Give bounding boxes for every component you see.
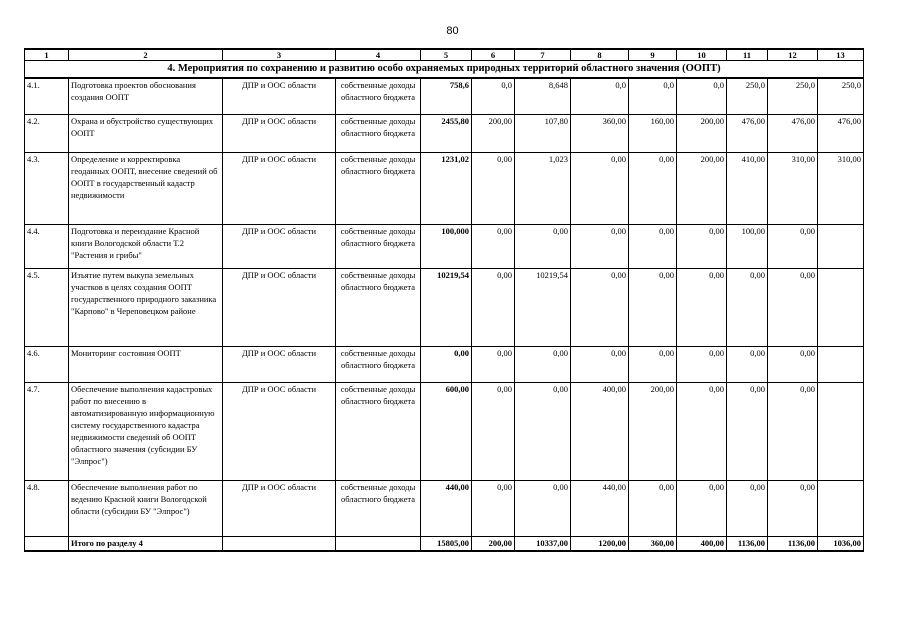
amount-c9: 0,00 [629,480,677,536]
amount-c11: 0,00 [727,268,768,346]
amount-c5: 2455,80 [421,114,472,152]
amount-c13 [818,268,864,346]
total-c8: 1200,00 [571,536,629,551]
amount-c9: 160,00 [629,114,677,152]
amount-c5: 758,6 [421,78,472,114]
amount-c11: 0,00 [727,382,768,480]
executor: ДПР и ООС области [223,480,336,536]
amount-c6: 0,00 [472,152,515,224]
amount-c9: 0,00 [629,346,677,382]
amount-c13: 476,00 [818,114,864,152]
section-title-row [25,61,864,79]
amount-c12: 476,00 [768,114,818,152]
amount-c13 [818,480,864,536]
funding-source: собственные доходы областного бюджета [336,480,421,536]
table-row [25,152,864,224]
amount-c6: 0,00 [472,480,515,536]
activity-name: Подготовка и переиздание Красной книги Вологодской области Т.2 "Растения и грибы" [69,224,223,268]
row-number: 4.7. [25,382,69,480]
amount-c12: 0,00 [768,268,818,346]
funding-source: собственные доходы областного бюджета [336,152,421,224]
amount-c10: 200,00 [677,114,727,152]
amount-c11: 410,00 [727,152,768,224]
total-c5: 15805,00 [421,536,472,551]
amount-c12: 0,00 [768,346,818,382]
col-header: 2 [69,49,223,61]
amount-c8: 0,0 [571,78,629,114]
total-spacer [223,536,336,551]
amount-c13: 250,0 [818,78,864,114]
amount-c9: 0,0 [629,78,677,114]
funding-source: собственные доходы областного бюджета [336,346,421,382]
activity-name: Обеспечение выполнения работ по ведению Красной книги Вологодской области (субсидии БУ "Элпрос") [69,480,223,536]
amount-c12: 310,00 [768,152,818,224]
executor: ДПР и ООС области [223,268,336,346]
amount-c12: 250,0 [768,78,818,114]
amount-c10: 0,00 [677,480,727,536]
amount-c10: 0,00 [677,382,727,480]
amount-c13 [818,224,864,268]
funding-source: собственные доходы областного бюджета [336,78,421,114]
budget-table [24,48,864,552]
amount-c5: 100,000 [421,224,472,268]
amount-c5: 440,00 [421,480,472,536]
amount-c5: 600,00 [421,382,472,480]
row-number: 4.4. [25,224,69,268]
amount-c7: 1,023 [515,152,571,224]
table-row [25,480,864,536]
amount-c8: 400,00 [571,382,629,480]
row-number: 4.6. [25,346,69,382]
executor: ДПР и ООС области [223,114,336,152]
total-c12: 1136,00 [768,536,818,551]
row-number: 4.2. [25,114,69,152]
row-number: 4.1. [25,78,69,114]
col-header: 12 [768,49,818,61]
executor: ДПР и ООС области [223,224,336,268]
amount-c10: 200,00 [677,152,727,224]
amount-c5: 1231,02 [421,152,472,224]
row-number: 4.8. [25,480,69,536]
table-row [25,268,864,346]
total-c10: 400,00 [677,536,727,551]
activity-name: Подготовка проектов обоснования создания ООПТ [69,78,223,114]
col-header: 6 [472,49,515,61]
amount-c12: 0,00 [768,382,818,480]
amount-c6: 0,00 [472,382,515,480]
total-c7: 10337,00 [515,536,571,551]
amount-c8: 360,00 [571,114,629,152]
amount-c8: 0,00 [571,224,629,268]
total-c9: 360,00 [629,536,677,551]
amount-c8: 0,00 [571,346,629,382]
activity-name: Мониторинг состояния ООПТ [69,346,223,382]
col-header: 11 [727,49,768,61]
amount-c12: 0,00 [768,480,818,536]
amount-c10: 0,00 [677,268,727,346]
amount-c8: 0,00 [571,268,629,346]
section-title: 4. Мероприятия по сохранению и развитию особо охраняемых природных территорий областного значения (ООПТ) [25,61,864,79]
amount-c11: 476,00 [727,114,768,152]
amount-c10: 0,0 [677,78,727,114]
amount-c9: 200,00 [629,382,677,480]
amount-c7: 0,00 [515,346,571,382]
col-header: 7 [515,49,571,61]
total-c6: 200,00 [472,536,515,551]
amount-c13: 310,00 [818,152,864,224]
col-header: 3 [223,49,336,61]
amount-c13 [818,346,864,382]
table-row [25,114,864,152]
page-number: 80 [446,25,459,37]
amount-c9: 0,00 [629,152,677,224]
executor: ДПР и ООС области [223,346,336,382]
amount-c7: 0,00 [515,382,571,480]
col-header: 1 [25,49,69,61]
amount-c6: 0,00 [472,224,515,268]
funding-source: собственные доходы областного бюджета [336,382,421,480]
funding-source: собственные доходы областного бюджета [336,224,421,268]
amount-c10: 0,00 [677,224,727,268]
executor: ДПР и ООС области [223,152,336,224]
amount-c5: 0,00 [421,346,472,382]
col-header: 9 [629,49,677,61]
table-row [25,346,864,382]
amount-c7: 0,00 [515,480,571,536]
col-header: 10 [677,49,727,61]
activity-name: Определение и корректировка геоданных ООПТ, внесение сведений об ООПТ в государственный кадастр недвижимости [69,152,223,224]
amount-c7: 0,00 [515,224,571,268]
funding-source: собственные доходы областного бюджета [336,114,421,152]
amount-c11: 0,00 [727,346,768,382]
amount-c10: 0,00 [677,346,727,382]
activity-name: Охрана и обустройство существующих ООПТ [69,114,223,152]
amount-c11: 250,0 [727,78,768,114]
col-header: 8 [571,49,629,61]
total-label: Итого по разделу 4 [69,536,223,551]
amount-c12: 0,00 [768,224,818,268]
activity-name: Изъятие путем выкупа земельных участков в целях создания ООПТ государственного природного заказника "Карпово" в Череповецком районе [69,268,223,346]
amount-c11: 100,00 [727,224,768,268]
executor: ДПР и ООС области [223,78,336,114]
col-header: 13 [818,49,864,61]
row-number: 4.3. [25,152,69,224]
total-c11: 1136,00 [727,536,768,551]
amount-c9: 0,00 [629,224,677,268]
amount-c6: 0,0 [472,78,515,114]
amount-c6: 200,00 [472,114,515,152]
amount-c9: 0,00 [629,268,677,346]
row-number: 4.5. [25,268,69,346]
table-row [25,78,864,114]
total-c13: 1036,00 [818,536,864,551]
amount-c6: 0,00 [472,268,515,346]
amount-c8: 0,00 [571,152,629,224]
amount-c7: 107,80 [515,114,571,152]
total-row [25,536,864,551]
column-number-row [25,49,864,61]
amount-c11: 0,00 [727,480,768,536]
executor: ДПР и ООС области [223,382,336,480]
activity-name: Обеспечение выполнения кадастровых работ по внесению в автоматизированную информационную систему государственного кадастра недвижимости сведений об ООПТ областного значения (субсидии БУ "Элпрос") [69,382,223,480]
amount-c7: 8,648 [515,78,571,114]
table-row [25,224,864,268]
total-spacer [336,536,421,551]
amount-c13 [818,382,864,480]
funding-source: собственные доходы областного бюджета [336,268,421,346]
total-spacer [25,536,69,551]
col-header: 4 [336,49,421,61]
amount-c7: 10219,54 [515,268,571,346]
col-header: 5 [421,49,472,61]
amount-c8: 440,00 [571,480,629,536]
amount-c6: 0,00 [472,346,515,382]
table-row [25,382,864,480]
amount-c5: 10219,54 [421,268,472,346]
